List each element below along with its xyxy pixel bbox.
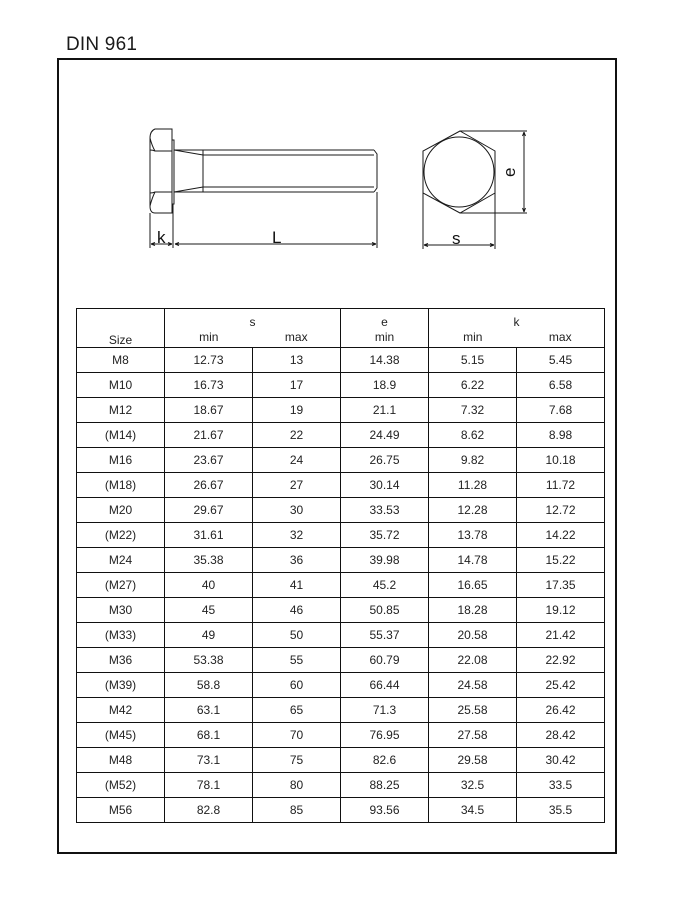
cell-e-min: 21.1 (341, 398, 429, 423)
cell-s-min: 63.1 (165, 698, 253, 723)
table-row (77, 673, 605, 698)
bolt-shank-side-view (174, 150, 377, 192)
cell-k-max: 19.12 (517, 598, 605, 623)
cell-k-max: 28.42 (517, 723, 605, 748)
table-row (77, 623, 605, 648)
cell-k-min: 13.78 (429, 523, 517, 548)
cell-s-max: 85 (253, 798, 341, 823)
cell-e-min: 71.3 (341, 698, 429, 723)
cell-size: (M14) (77, 423, 165, 448)
table-row (77, 548, 605, 573)
cell-k-min: 7.32 (429, 398, 517, 423)
cell-s-max: 55 (253, 648, 341, 673)
cell-k-max: 17.35 (517, 573, 605, 598)
dimension-label-L: L (272, 228, 282, 247)
cell-s-min: 73.1 (165, 748, 253, 773)
cell-k-max: 8.98 (517, 423, 605, 448)
cell-e-min: 93.56 (341, 798, 429, 823)
cell-s-min: 31.61 (165, 523, 253, 548)
cell-e-min: 45.2 (341, 573, 429, 598)
cell-k-min: 14.78 (429, 548, 517, 573)
table-row (77, 648, 605, 673)
table-row (77, 773, 605, 798)
cell-s-max: 24 (253, 448, 341, 473)
cell-k-max: 25.42 (517, 673, 605, 698)
dimension-table (76, 308, 605, 823)
cell-k-min: 6.22 (429, 373, 517, 398)
cell-s-max: 80 (253, 773, 341, 798)
header-s: s (165, 309, 341, 330)
table-row (77, 348, 605, 373)
dimension-label-e: e (500, 167, 519, 177)
table-row (77, 748, 605, 773)
cell-size: (M45) (77, 723, 165, 748)
table-row (77, 723, 605, 748)
header-k-min: min (429, 329, 517, 348)
header-size: Size (77, 309, 165, 348)
cell-k-min: 18.28 (429, 598, 517, 623)
cell-k-min: 34.5 (429, 798, 517, 823)
dimension-lines-side (150, 192, 377, 248)
cell-s-min: 18.67 (165, 398, 253, 423)
cell-k-max: 22.92 (517, 648, 605, 673)
bolt-technical-drawing (0, 0, 680, 300)
cell-s-min: 16.73 (165, 373, 253, 398)
table-row (77, 798, 605, 823)
cell-k-min: 24.58 (429, 673, 517, 698)
dimension-label-s: s (452, 229, 461, 248)
cell-k-min: 32.5 (429, 773, 517, 798)
cell-k-max: 15.22 (517, 548, 605, 573)
cell-s-min: 53.38 (165, 648, 253, 673)
cell-k-max: 6.58 (517, 373, 605, 398)
header-e: e (341, 309, 429, 330)
cell-k-max: 7.68 (517, 398, 605, 423)
cell-e-min: 14.38 (341, 348, 429, 373)
cell-size: M36 (77, 648, 165, 673)
cell-k-max: 21.42 (517, 623, 605, 648)
cell-k-max: 33.5 (517, 773, 605, 798)
cell-k-max: 11.72 (517, 473, 605, 498)
cell-k-min: 27.58 (429, 723, 517, 748)
cell-size: (M22) (77, 523, 165, 548)
cell-k-max: 10.18 (517, 448, 605, 473)
cell-size: M12 (77, 398, 165, 423)
table-row (77, 573, 605, 598)
cell-s-min: 12.73 (165, 348, 253, 373)
cell-e-min: 24.49 (341, 423, 429, 448)
cell-e-min: 55.37 (341, 623, 429, 648)
cell-s-max: 70 (253, 723, 341, 748)
cell-k-max: 5.45 (517, 348, 605, 373)
cell-size: M8 (77, 348, 165, 373)
cell-s-max: 75 (253, 748, 341, 773)
header-s-min: min (165, 329, 253, 348)
cell-e-min: 33.53 (341, 498, 429, 523)
cell-s-max: 65 (253, 698, 341, 723)
cell-k-min: 16.65 (429, 573, 517, 598)
header-e-min: min (341, 329, 429, 348)
header-k: k (429, 309, 605, 330)
cell-size: (M39) (77, 673, 165, 698)
cell-e-min: 66.44 (341, 673, 429, 698)
cell-k-min: 5.15 (429, 348, 517, 373)
cell-k-min: 11.28 (429, 473, 517, 498)
dimension-label-k: k (157, 228, 166, 247)
cell-k-max: 12.72 (517, 498, 605, 523)
cell-k-min: 29.58 (429, 748, 517, 773)
table-row (77, 498, 605, 523)
header-k-max: max (517, 329, 605, 348)
table-row (77, 598, 605, 623)
table-row (77, 698, 605, 723)
cell-size: M20 (77, 498, 165, 523)
cell-s-max: 50 (253, 623, 341, 648)
cell-e-min: 82.6 (341, 748, 429, 773)
cell-s-max: 32 (253, 523, 341, 548)
table-row (77, 448, 605, 473)
header-s-max: max (253, 329, 341, 348)
cell-s-min: 26.67 (165, 473, 253, 498)
cell-k-min: 20.58 (429, 623, 517, 648)
cell-s-min: 49 (165, 623, 253, 648)
cell-e-min: 18.9 (341, 373, 429, 398)
cell-size: (M18) (77, 473, 165, 498)
cell-k-min: 8.62 (429, 423, 517, 448)
cell-size: (M27) (77, 573, 165, 598)
cell-e-min: 30.14 (341, 473, 429, 498)
cell-s-max: 27 (253, 473, 341, 498)
table-row (77, 373, 605, 398)
cell-s-max: 36 (253, 548, 341, 573)
cell-e-min: 50.85 (341, 598, 429, 623)
cell-k-max: 26.42 (517, 698, 605, 723)
cell-s-min: 58.8 (165, 673, 253, 698)
cell-e-min: 26.75 (341, 448, 429, 473)
cell-size: M30 (77, 598, 165, 623)
cell-e-min: 88.25 (341, 773, 429, 798)
table-body (77, 348, 605, 823)
bolt-head-end-view (423, 131, 527, 249)
cell-s-max: 17 (253, 373, 341, 398)
cell-size: M42 (77, 698, 165, 723)
cell-s-min: 23.67 (165, 448, 253, 473)
cell-k-max: 35.5 (517, 798, 605, 823)
table-row (77, 398, 605, 423)
cell-size: M48 (77, 748, 165, 773)
cell-k-min: 22.08 (429, 648, 517, 673)
cell-k-max: 14.22 (517, 523, 605, 548)
cell-s-min: 21.67 (165, 423, 253, 448)
cell-size: M24 (77, 548, 165, 573)
cell-size: (M52) (77, 773, 165, 798)
table-row (77, 473, 605, 498)
cell-s-max: 19 (253, 398, 341, 423)
cell-s-min: 40 (165, 573, 253, 598)
cell-k-min: 25.58 (429, 698, 517, 723)
cell-e-min: 76.95 (341, 723, 429, 748)
cell-e-min: 60.79 (341, 648, 429, 673)
cell-size: M10 (77, 373, 165, 398)
cell-s-max: 60 (253, 673, 341, 698)
cell-s-min: 78.1 (165, 773, 253, 798)
cell-s-min: 35.38 (165, 548, 253, 573)
cell-size: (M33) (77, 623, 165, 648)
table-row (77, 523, 605, 548)
cell-s-max: 13 (253, 348, 341, 373)
cell-k-min: 9.82 (429, 448, 517, 473)
cell-s-min: 29.67 (165, 498, 253, 523)
bolt-head-side-view (150, 129, 174, 213)
cell-s-min: 82.8 (165, 798, 253, 823)
cell-size: M16 (77, 448, 165, 473)
cell-e-min: 39.98 (341, 548, 429, 573)
cell-s-max: 30 (253, 498, 341, 523)
cell-s-min: 68.1 (165, 723, 253, 748)
document-title: DIN 961 (66, 34, 138, 55)
cell-s-max: 22 (253, 423, 341, 448)
cell-size: M56 (77, 798, 165, 823)
cell-k-max: 30.42 (517, 748, 605, 773)
cell-s-min: 45 (165, 598, 253, 623)
cell-s-max: 41 (253, 573, 341, 598)
cell-s-max: 46 (253, 598, 341, 623)
cell-k-min: 12.28 (429, 498, 517, 523)
cell-e-min: 35.72 (341, 523, 429, 548)
table-row (77, 423, 605, 448)
